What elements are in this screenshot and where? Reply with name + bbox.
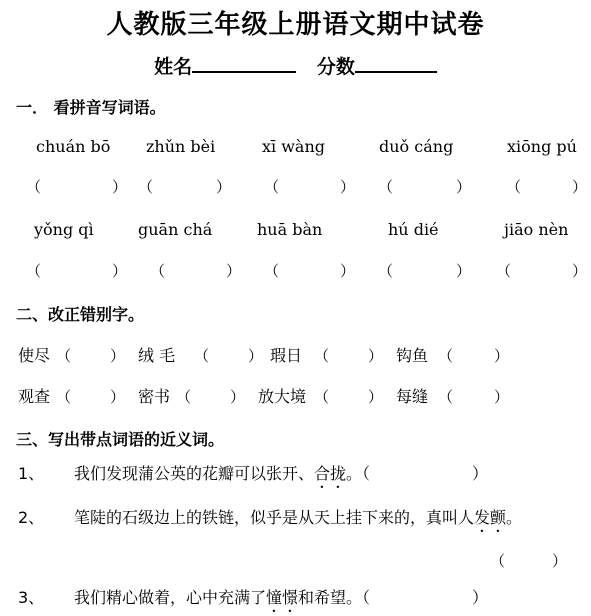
paren-close: ）: [110, 388, 126, 406]
paren-close: ）: [494, 347, 510, 365]
wrong-word: 密书: [138, 387, 171, 406]
question-text-pre: 我们精心做着，心中充满了: [74, 588, 267, 607]
dotted-word: 合拢: [314, 464, 347, 483]
paren-open: （: [438, 388, 454, 406]
pinyin-item: guān chá: [138, 220, 213, 239]
paren-open: （: [506, 178, 522, 196]
paren-close: ）: [456, 262, 472, 280]
paren-open: （: [378, 262, 394, 280]
paren-close: ）: [112, 262, 128, 280]
paren-close: ）: [110, 347, 126, 365]
paren-close: ）: [226, 262, 242, 280]
paren-close: ）: [112, 178, 128, 196]
question-text-pre: 我们发现蒲公英的花瓣可以张开、: [74, 464, 315, 483]
question-text-pre: 笔陡的石级边上的铁链，似乎是从天上挂下来的，真叫人: [74, 508, 475, 527]
pinyin-item: jiāo nèn: [504, 220, 569, 239]
paren-close: ）: [472, 588, 489, 607]
pinyin-item: duǒ cáng: [379, 137, 454, 156]
pinyin-item: yǒng qì: [34, 220, 94, 239]
question-text-post: 。（: [346, 464, 371, 483]
paren-close: ）: [456, 178, 472, 196]
question-text-post: 。: [506, 508, 523, 527]
paren-open: （: [314, 347, 330, 365]
pinyin-item: huā bàn: [257, 220, 323, 239]
name-label: 姓名: [154, 56, 193, 78]
pinyin-item: xiōng pú: [507, 137, 577, 156]
wrong-word: 瑕日: [270, 346, 303, 365]
score-blank[interactable]: [355, 53, 437, 73]
paren-open: （: [314, 388, 330, 406]
paren-close: ）: [494, 388, 510, 406]
paren-open: （: [378, 178, 394, 196]
section1-heading: 一． 看拼音写词语。: [16, 98, 166, 117]
paren-open: （: [150, 262, 166, 280]
paren-close: ）: [340, 262, 356, 280]
question-text: [74, 505, 522, 536]
section2-heading: 二、改正错别字。: [16, 305, 145, 324]
paren-close: ）: [472, 464, 489, 483]
paren-close: ）: [572, 178, 588, 196]
question-number: 2、: [18, 508, 45, 527]
paren-open: （: [26, 262, 42, 280]
paren-close: ）: [552, 552, 568, 570]
paren-open: （: [264, 178, 280, 196]
paren-close: ）: [368, 347, 384, 365]
question-number: 1、: [18, 464, 45, 483]
paren-close: ）: [368, 388, 384, 406]
question-text-post: 和希望。（: [298, 588, 371, 607]
page-title: 人教版三年级上册语文期中试卷: [106, 10, 485, 40]
pinyin-item: zhǔn bèi: [146, 137, 216, 156]
question-number: 3、: [18, 588, 45, 607]
name-score-line: [0, 52, 591, 79]
paren-open: （: [496, 262, 512, 280]
paren-open: （: [26, 178, 42, 196]
pinyin-item: hú dié: [388, 220, 439, 239]
paren-close: ）: [572, 262, 588, 280]
paren-close: ）: [248, 347, 264, 365]
section3-heading: 三、写出带点词语的近义词。: [16, 430, 225, 449]
paren-close: ）: [216, 178, 232, 196]
question-text: [74, 461, 370, 492]
paren-open: （: [138, 178, 154, 196]
pinyin-item: chuán bō: [36, 137, 111, 156]
paren-close: ）: [230, 388, 246, 406]
wrong-word: 钩鱼: [396, 346, 429, 365]
question-text: [74, 585, 370, 616]
pinyin-item: xī wàng: [262, 137, 326, 156]
paren-open: （: [56, 347, 72, 365]
paren-open: （: [56, 388, 72, 406]
paren-open: （: [176, 388, 192, 406]
paren-open: （: [438, 347, 454, 365]
wrong-word: 观查: [18, 387, 51, 406]
score-label: 分数: [316, 56, 355, 78]
wrong-word: 放大境: [258, 387, 307, 406]
wrong-word: 使尽: [18, 346, 51, 365]
dotted-word: 发颤: [474, 508, 507, 527]
wrong-word: 绒 毛: [138, 346, 176, 365]
dotted-word: 憧憬: [266, 588, 299, 607]
paren-close: ）: [340, 178, 356, 196]
name-blank[interactable]: [192, 53, 296, 73]
paren-open: （: [490, 552, 506, 570]
wrong-word: 每缝: [396, 387, 429, 406]
paren-open: （: [264, 262, 280, 280]
paren-open: （: [194, 347, 210, 365]
